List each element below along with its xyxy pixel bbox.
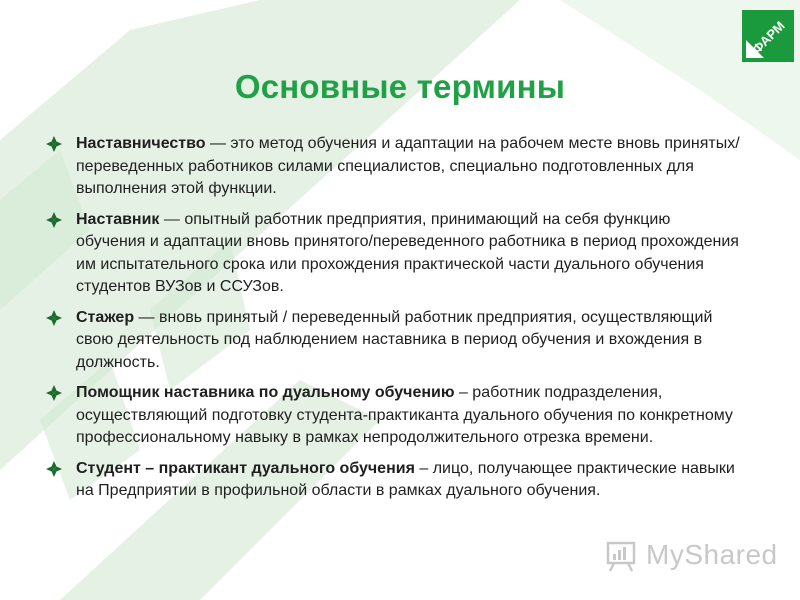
list-item [42, 133, 742, 201]
term-definition: — это метод обучения и адаптации на рабочем месте вновь принятых/переведенных работников силами специалистов, специально подготовленных для выполнения этой функции. [76, 135, 740, 197]
diamond-bullet-icon [46, 136, 62, 152]
list-item [42, 307, 742, 375]
company-logo-icon [742, 10, 794, 62]
term-name: Помощник наставника по дуальному обучению [76, 384, 455, 401]
term-definition: — вновь принятый / переведенный работник предприятия, осуществляющий свою деятельность под наблюдением наставника в период обучения и вхождения в должность. [76, 308, 713, 371]
company-logo [742, 10, 794, 62]
list-item [42, 458, 742, 503]
diamond-bullet-icon [46, 310, 62, 326]
term-name: Стажер [76, 308, 135, 326]
list-item [42, 209, 742, 299]
term-name: Наставник [76, 210, 160, 228]
term-definition: — опытный работник предприятия, принимающий на себя функцию обучения и адаптации вновь принятого/переведенного работника в период прохождения им испытательного срока или прохождения практической части дуального обучения студентов ВУЗов и ССУЗов. [76, 210, 739, 295]
watermark [604, 537, 778, 573]
watermark-text: MyShared [646, 539, 778, 570]
term-name: Наставничество [76, 135, 206, 152]
term-definition: – лицо, получающее практические навыки на Предприятии в профильной области в рамках дуального обучения. [76, 459, 735, 499]
term-name: Студент – практикант дуального обучения [76, 459, 415, 477]
list-item [42, 382, 742, 450]
terms-list [42, 133, 742, 511]
diamond-bullet-icon [46, 385, 62, 401]
presentation-board-icon [604, 537, 640, 573]
logo-text: ФАРМ [749, 18, 788, 57]
term-definition: – работник подразделения, осуществляющий подготовку студента-практиканта дуального обучения по конкретному профессиональному навыку в рамках непродолжительного отрезка времени. [76, 384, 733, 446]
slide-title: Основные термины [234, 68, 566, 105]
diamond-bullet-icon [46, 212, 62, 228]
diamond-bullet-icon [46, 461, 62, 477]
